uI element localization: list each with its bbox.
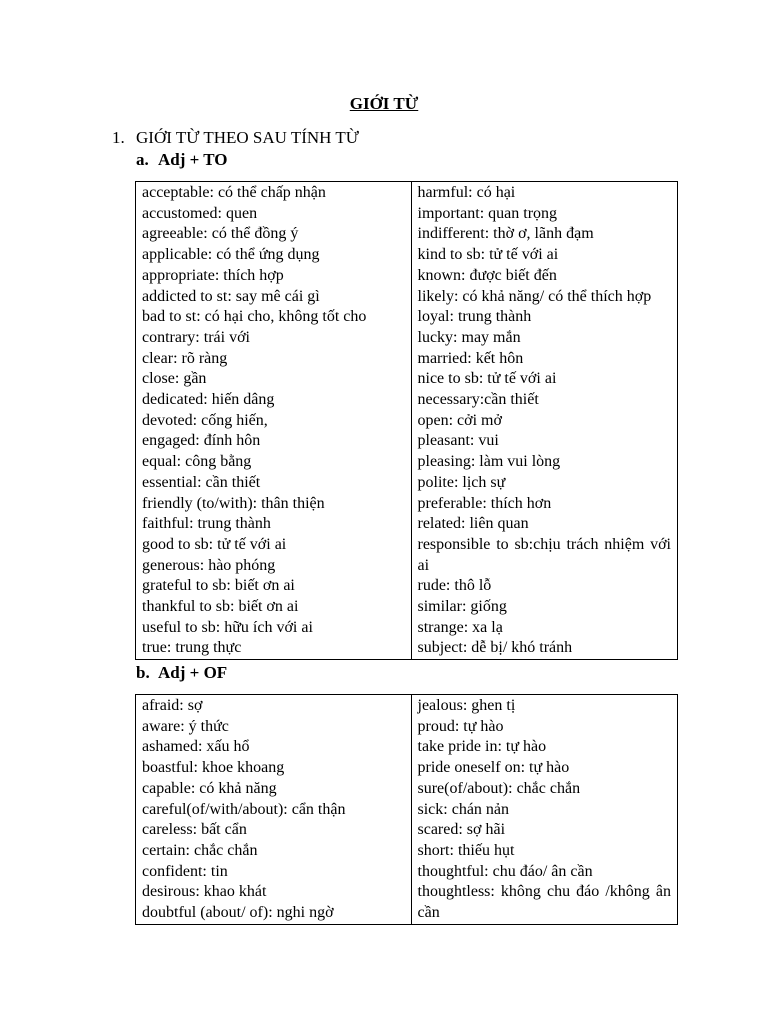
- adj-of-right-column: [411, 695, 678, 925]
- list-item: thoughtful: chu đáo/ ân cần: [417, 862, 593, 880]
- list-item: sure(of/about): chắc chắn: [417, 779, 581, 797]
- table-row: [136, 695, 678, 925]
- list-item: confident: tin: [142, 862, 228, 880]
- section-number: 1.: [112, 128, 125, 147]
- adj-of-table: [135, 694, 678, 925]
- section-heading: [112, 126, 359, 150]
- subsection-b-title: Adj + OF: [158, 663, 228, 682]
- list-item: take pride in: tự hào: [417, 738, 547, 756]
- list-item: engaged: đính hôn: [142, 432, 261, 450]
- list-item: bad to st: có hại cho, không tốt cho: [142, 308, 367, 326]
- list-item: open: cởi mở: [417, 411, 502, 429]
- list-item: close: gần: [142, 370, 207, 388]
- list-item: boastful: khoe khoang: [142, 759, 285, 777]
- list-item: thankful to sb: biết ơn ai: [142, 598, 299, 616]
- list-item: agreeable: có thể đồng ý: [142, 225, 299, 243]
- list-item: useful to sb: hữu ích với ai: [142, 618, 313, 636]
- list-item: indifferent: thờ ơ, lãnh đạm: [417, 225, 594, 243]
- list-item: equal: công bằng: [142, 453, 252, 471]
- list-item: jealous: ghen tị: [417, 697, 516, 714]
- list-item: accustomed: quen: [142, 204, 258, 222]
- list-item: generous: hào phóng: [142, 556, 276, 574]
- list-item: friendly (to/with): thân thiện: [142, 494, 325, 512]
- list-item: responsible to sb:chịu trách nhiệm với ai: [417, 535, 671, 574]
- list-item: strange: xa lạ: [417, 618, 503, 636]
- list-item: dedicated: hiến dâng: [142, 391, 275, 409]
- list-item: similar: giống: [417, 598, 507, 616]
- table-row: [136, 182, 678, 660]
- list-item: nice to sb: tử tế với ai: [417, 370, 557, 388]
- list-item: married: kết hôn: [417, 349, 524, 367]
- list-item: certain: chắc chắn: [142, 841, 258, 859]
- list-item: good to sb: tử tế với ai: [142, 535, 287, 553]
- list-item: likely: có khả năng/ có thể thích hợp: [417, 287, 652, 305]
- list-item: doubtful (about/ of): nghi ngờ: [142, 904, 334, 922]
- list-item: pride oneself on: tự hào: [417, 759, 570, 777]
- subsection-b-heading: [136, 661, 227, 685]
- list-item: applicable: có thể ứng dụng: [142, 246, 320, 264]
- adj-to-left-column: [136, 182, 412, 660]
- list-item: pleasing: làm vui lòng: [417, 453, 561, 471]
- list-item: essential: cần thiết: [142, 473, 261, 491]
- list-item: proud: tự hào: [417, 717, 504, 735]
- list-item: short: thiếu hụt: [417, 841, 515, 859]
- list-item: loyal: trung thành: [417, 308, 532, 326]
- list-item: necessary:cần thiết: [417, 391, 539, 409]
- subsection-a-title: Adj + TO: [158, 150, 228, 169]
- subsection-a-letter: a.: [136, 150, 149, 169]
- adj-of-left-column: [136, 695, 412, 925]
- list-item: acceptable: có thể chấp nhận: [142, 184, 326, 201]
- page-title: GIỚI TỪ: [349, 94, 419, 113]
- adj-to-table: [135, 181, 678, 660]
- list-item: careful(of/with/about): cẩn thận: [142, 800, 346, 818]
- list-item: preferable: thích hơn: [417, 494, 552, 512]
- list-item: related: liên quan: [417, 515, 529, 533]
- adj-to-right-column: [411, 182, 678, 660]
- list-item: kind to sb: tử tế với ai: [417, 246, 559, 264]
- list-item: capable: có khả năng: [142, 779, 277, 797]
- list-item: devoted: cống hiến,: [142, 411, 268, 429]
- list-item: lucky: may mắn: [417, 328, 521, 346]
- list-item: clear: rõ ràng: [142, 349, 228, 367]
- list-item: important: quan trọng: [417, 204, 558, 222]
- list-item: desirous: khao khát: [142, 883, 267, 901]
- list-item: grateful to sb: biết ơn ai: [142, 577, 295, 595]
- list-item: sick: chán nản: [417, 800, 510, 818]
- list-item: thoughtless: không chu đáo /không ân cần: [417, 883, 671, 922]
- list-item: scared: sợ hãi: [417, 821, 506, 839]
- list-item: true: trung thực: [142, 639, 242, 657]
- list-item: contrary: trái với: [142, 328, 250, 346]
- list-item: afraid: sợ: [142, 697, 203, 714]
- list-item: harmful: có hại: [417, 184, 516, 201]
- list-item: addicted to st: say mê cái gì: [142, 287, 320, 305]
- list-item: subject: dễ bị/ khó tránh: [417, 639, 573, 657]
- list-item: aware: ý thức: [142, 717, 229, 735]
- subsection-b-letter: b.: [136, 663, 150, 682]
- list-item: ashamed: xấu hổ: [142, 738, 250, 756]
- list-item: faithful: trung thành: [142, 515, 271, 533]
- list-item: known: được biết đến: [417, 266, 557, 284]
- list-item: careless: bất cẩn: [142, 821, 247, 839]
- section-title: GIỚI TỪ THEO SAU TÍNH TỪ: [136, 128, 359, 147]
- subsection-a-heading: [136, 148, 228, 172]
- list-item: appropriate: thích hợp: [142, 266, 284, 284]
- list-item: polite: lịch sự: [417, 473, 506, 491]
- list-item: pleasant: vui: [417, 432, 499, 450]
- list-item: rude: thô lỗ: [417, 577, 492, 595]
